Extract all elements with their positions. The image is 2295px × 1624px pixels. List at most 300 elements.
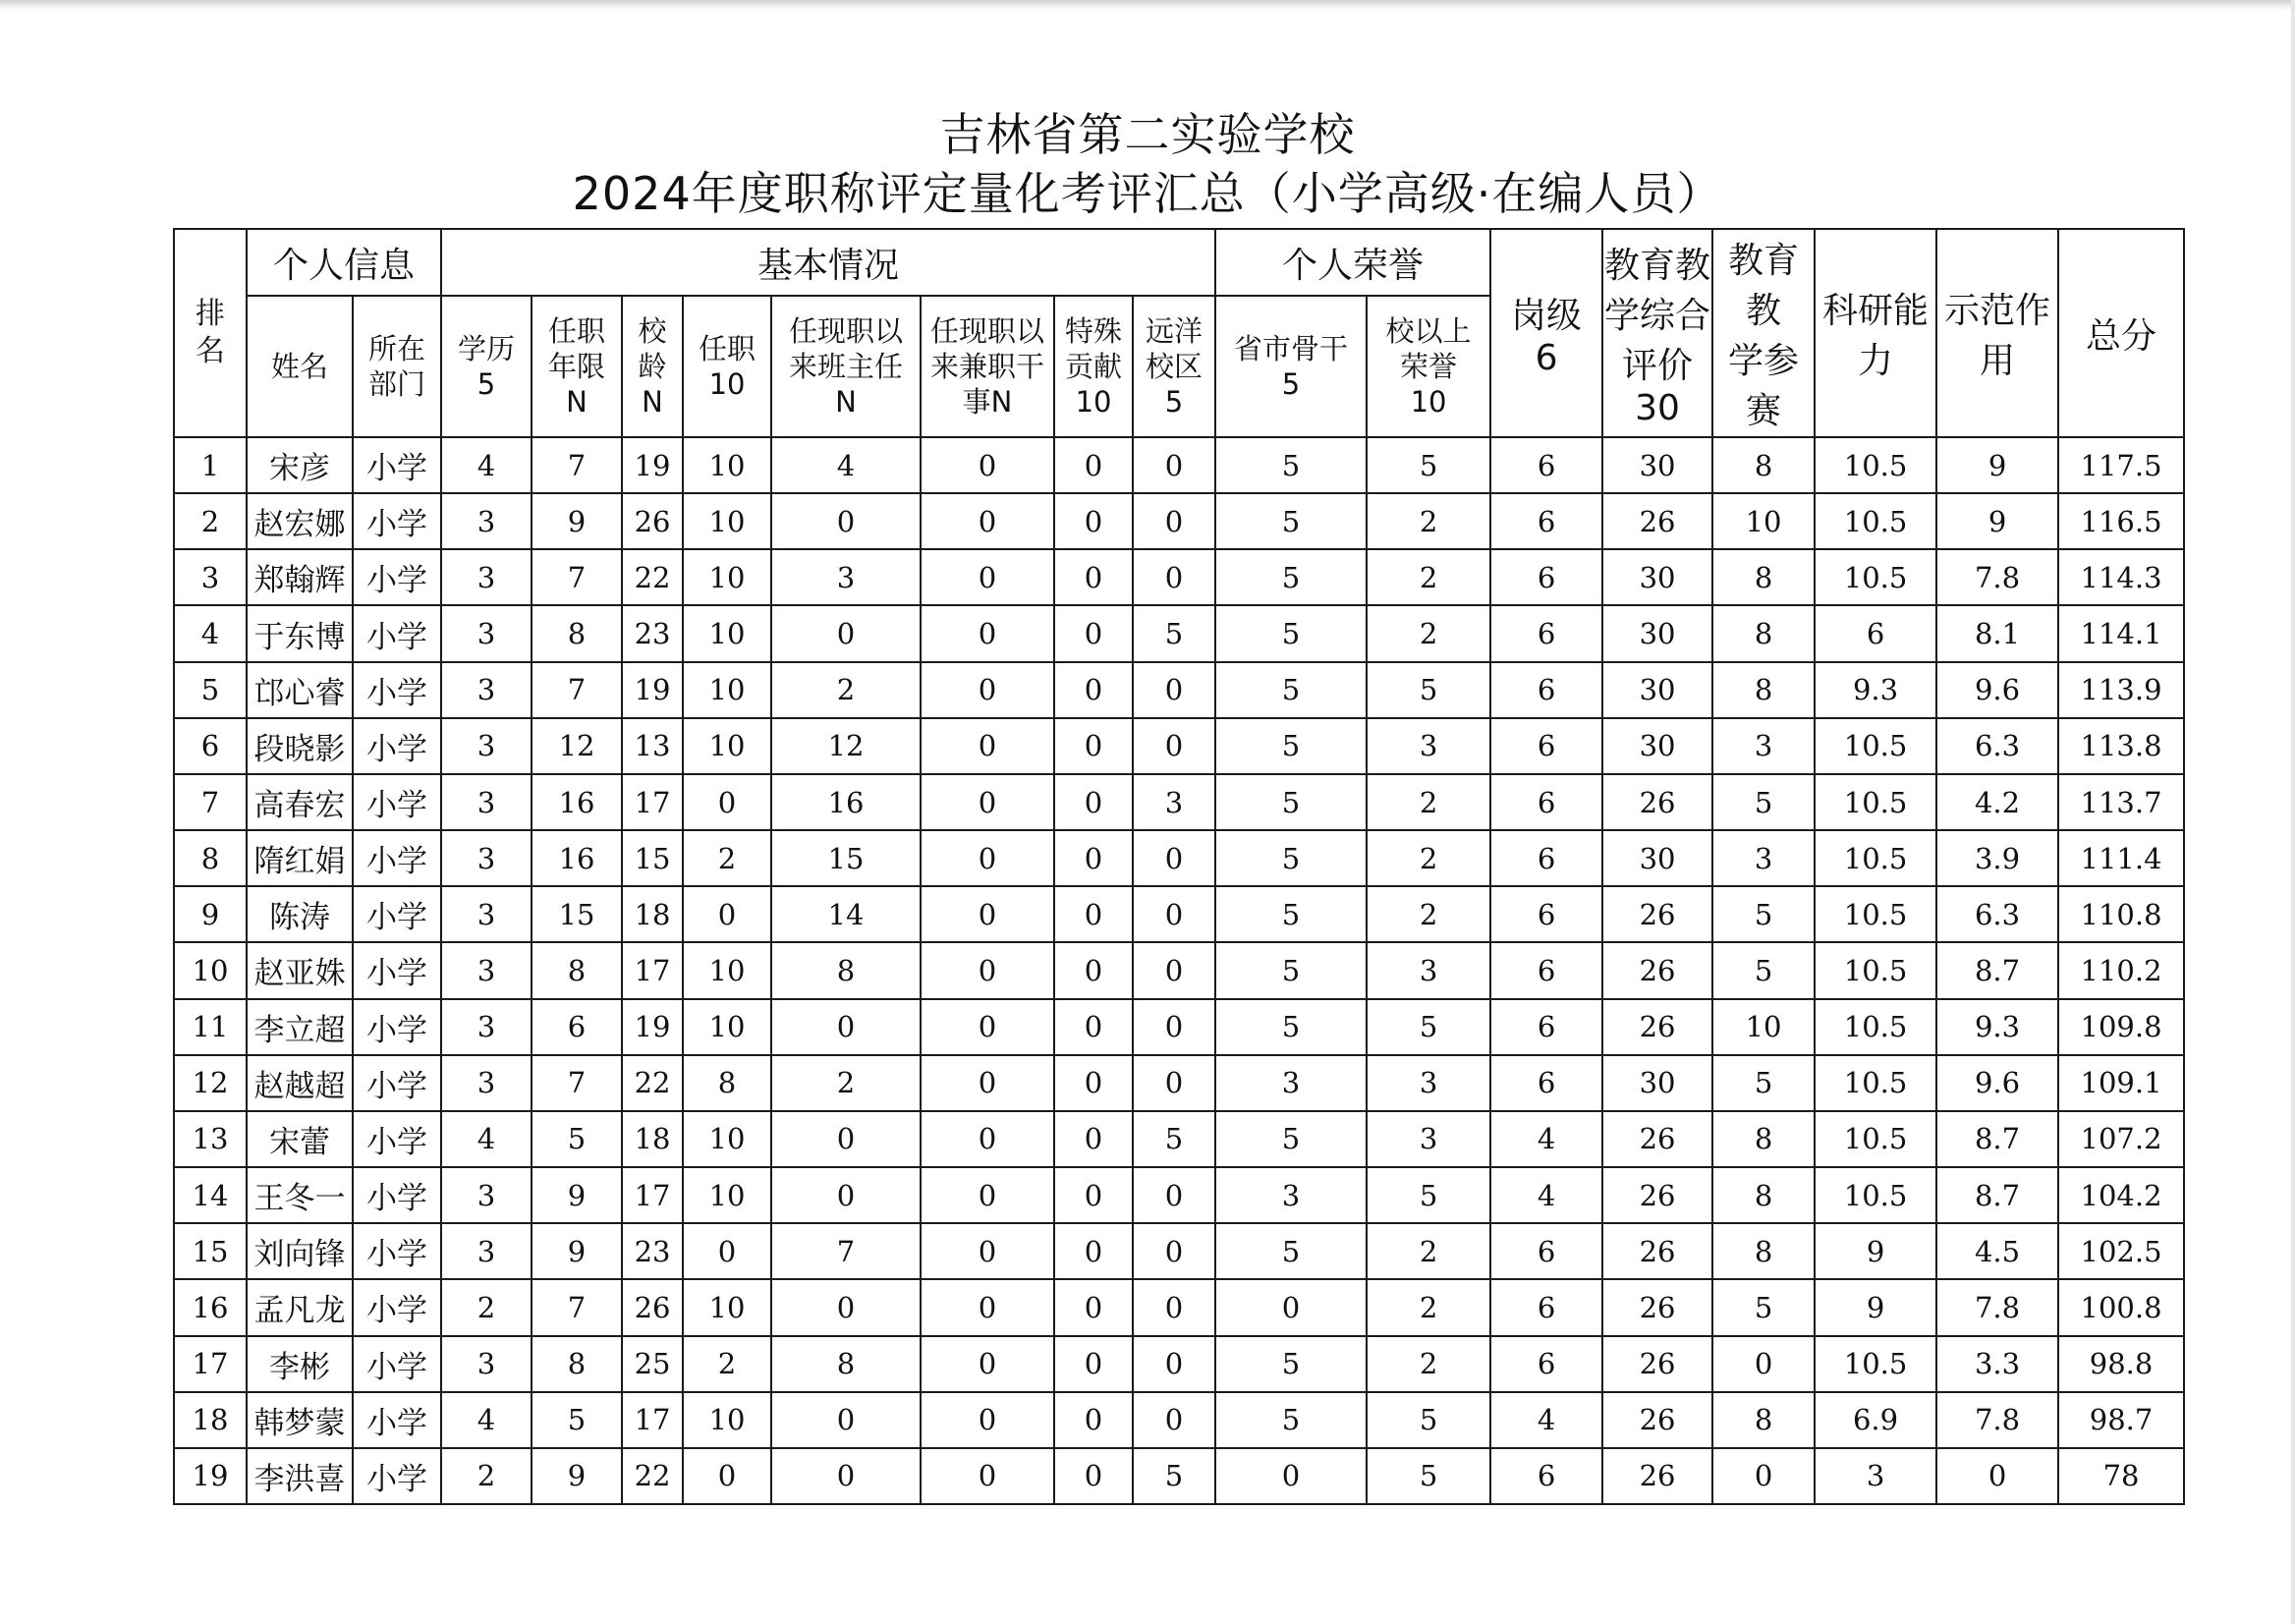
header-line: 10	[708, 367, 746, 401]
cell-school-age: 13	[622, 718, 683, 774]
cell-total: 102.5	[2058, 1223, 2184, 1279]
cell-contest: 5	[1712, 886, 1815, 942]
cell-post: 10	[683, 999, 771, 1055]
cell-name: 郑翰辉	[247, 549, 353, 605]
cell-research: 10.5	[1815, 437, 1936, 493]
cell-post: 2	[683, 830, 771, 886]
column-header-part-time	[921, 296, 1054, 437]
cell-name: 高春宏	[247, 774, 353, 830]
cell-school-honor: 2	[1367, 774, 1490, 830]
header-line: 总分	[2086, 315, 2157, 357]
cell-level: 6	[1490, 1448, 1602, 1504]
cell-rank: 3	[174, 549, 247, 605]
cell-eval: 26	[1602, 1167, 1712, 1223]
cell-school-age: 17	[622, 1167, 683, 1223]
cell-model: 4.5	[1936, 1223, 2058, 1279]
cell-special: 0	[1054, 1279, 1133, 1335]
cell-backbone: 0	[1215, 1448, 1367, 1504]
cell-dept: 小学	[353, 774, 441, 830]
cell-level: 6	[1490, 493, 1602, 549]
cell-ocean: 0	[1133, 1223, 1215, 1279]
cell-name: 赵越超	[247, 1055, 353, 1111]
cell-tenure: 8	[532, 605, 622, 661]
cell-contest: 8	[1712, 1111, 1815, 1167]
cell-special: 0	[1054, 1055, 1133, 1111]
cell-contest: 10	[1712, 999, 1815, 1055]
cell-total: 111.4	[2058, 830, 2184, 886]
column-header-edu	[441, 296, 532, 437]
cell-dept: 小学	[353, 1336, 441, 1392]
cell-part-time: 0	[921, 549, 1054, 605]
cell-dept: 小学	[353, 942, 441, 998]
cell-edu: 3	[441, 605, 532, 661]
cell-level: 6	[1490, 830, 1602, 886]
cell-eval: 26	[1602, 999, 1712, 1055]
cell-contest: 5	[1712, 942, 1815, 998]
summary-table	[173, 228, 2185, 1505]
column-header-total	[2058, 229, 2184, 437]
table-row	[174, 1055, 2184, 1111]
cell-backbone: 5	[1215, 1223, 1367, 1279]
cell-eval: 30	[1602, 718, 1712, 774]
cell-special: 0	[1054, 886, 1133, 942]
cell-research: 10.5	[1815, 718, 1936, 774]
cell-eval: 30	[1602, 830, 1712, 886]
header-line: 校以上	[1385, 314, 1472, 348]
column-header-backbone	[1215, 296, 1367, 437]
cell-backbone: 5	[1215, 942, 1367, 998]
scan-edge-right	[2291, 0, 2295, 1624]
cell-edu: 4	[441, 1111, 532, 1167]
cell-research: 10.5	[1815, 830, 1936, 886]
cell-ocean: 0	[1133, 437, 1215, 493]
cell-edu: 3	[441, 493, 532, 549]
cell-edu: 3	[441, 549, 532, 605]
cell-rank: 13	[174, 1111, 247, 1167]
cell-level: 6	[1490, 886, 1602, 942]
cell-name: 赵亚姝	[247, 942, 353, 998]
cell-part-time: 0	[921, 1167, 1054, 1223]
cell-special: 0	[1054, 662, 1133, 718]
cell-edu: 3	[441, 662, 532, 718]
cell-head-teacher: 0	[771, 1167, 921, 1223]
cell-school-age: 18	[622, 1111, 683, 1167]
cell-ocean: 0	[1133, 999, 1215, 1055]
cell-name: 赵宏娜	[247, 493, 353, 549]
cell-head-teacher: 2	[771, 1055, 921, 1111]
cell-special: 0	[1054, 830, 1133, 886]
cell-part-time: 0	[921, 493, 1054, 549]
header-line: 学历	[458, 332, 516, 365]
cell-contest: 8	[1712, 549, 1815, 605]
cell-research: 10.5	[1815, 886, 1936, 942]
column-header-dept	[353, 296, 441, 437]
cell-name: 于东博	[247, 605, 353, 661]
cell-research: 10.5	[1815, 493, 1936, 549]
cell-school-honor: 3	[1367, 942, 1490, 998]
cell-model: 9	[1936, 437, 2058, 493]
header-line: 力	[1858, 341, 1894, 381]
cell-model: 0	[1936, 1448, 2058, 1504]
cell-tenure: 12	[532, 718, 622, 774]
cell-head-teacher: 0	[771, 999, 921, 1055]
header-line: 任职	[699, 332, 756, 365]
cell-level: 6	[1490, 1055, 1602, 1111]
cell-head-teacher: 0	[771, 1448, 921, 1504]
column-header-post	[683, 296, 771, 437]
cell-edu: 3	[441, 830, 532, 886]
cell-tenure: 9	[532, 1223, 622, 1279]
header-line: 荣誉	[1400, 350, 1458, 383]
header-line: 科研能	[1822, 291, 1930, 331]
cell-school-honor: 2	[1367, 1336, 1490, 1392]
table-row	[174, 999, 2184, 1055]
cell-rank: 16	[174, 1279, 247, 1335]
cell-eval: 30	[1602, 549, 1712, 605]
cell-model: 8.7	[1936, 1167, 2058, 1223]
cell-research: 10.5	[1815, 1055, 1936, 1111]
cell-ocean: 0	[1133, 1336, 1215, 1392]
header-line: 年限	[548, 350, 606, 383]
cell-dept: 小学	[353, 437, 441, 493]
cell-eval: 30	[1602, 437, 1712, 493]
cell-head-teacher: 15	[771, 830, 921, 886]
cell-contest: 8	[1712, 662, 1815, 718]
cell-edu: 3	[441, 886, 532, 942]
cell-post: 0	[683, 886, 771, 942]
cell-school-age: 18	[622, 886, 683, 942]
cell-part-time: 0	[921, 1448, 1054, 1504]
cell-model: 4.2	[1936, 774, 2058, 830]
cell-total: 116.5	[2058, 493, 2184, 549]
cell-backbone: 5	[1215, 662, 1367, 718]
cell-edu: 3	[441, 1167, 532, 1223]
header-line: 30	[1635, 388, 1680, 428]
cell-name: 陈涛	[247, 886, 353, 942]
cell-tenure: 8	[532, 1336, 622, 1392]
table-row	[174, 662, 2184, 718]
cell-school-age: 22	[622, 1448, 683, 1504]
cell-name: 宋蕾	[247, 1111, 353, 1167]
table-row	[174, 493, 2184, 549]
table-body	[174, 437, 2184, 1504]
table-row	[174, 830, 2184, 886]
cell-backbone: 5	[1215, 1336, 1367, 1392]
cell-post: 8	[683, 1055, 771, 1111]
cell-part-time: 0	[921, 774, 1054, 830]
cell-edu: 3	[441, 774, 532, 830]
cell-school-honor: 5	[1367, 1167, 1490, 1223]
cell-model: 8.7	[1936, 942, 2058, 998]
cell-total: 117.5	[2058, 437, 2184, 493]
cell-special: 0	[1054, 437, 1133, 493]
cell-backbone: 5	[1215, 830, 1367, 886]
cell-part-time: 0	[921, 1055, 1054, 1111]
document-title: 吉林省第二实验学校	[939, 108, 1356, 161]
cell-rank: 17	[174, 1336, 247, 1392]
header-line: 用	[1980, 341, 2016, 381]
cell-ocean: 0	[1133, 1055, 1215, 1111]
cell-level: 6	[1490, 437, 1602, 493]
cell-ocean: 0	[1133, 493, 1215, 549]
cell-eval: 26	[1602, 1392, 1712, 1448]
cell-name: 孟凡龙	[247, 1279, 353, 1335]
cell-school-honor: 5	[1367, 662, 1490, 718]
cell-school-age: 19	[622, 999, 683, 1055]
header-line: 省市骨干	[1234, 332, 1349, 365]
cell-model: 6.3	[1936, 886, 2058, 942]
cell-total: 114.1	[2058, 605, 2184, 661]
cell-total: 113.7	[2058, 774, 2184, 830]
cell-special: 0	[1054, 493, 1133, 549]
cell-special: 0	[1054, 1223, 1133, 1279]
cell-research: 3	[1815, 1448, 1936, 1504]
cell-total: 109.8	[2058, 999, 2184, 1055]
cell-post: 0	[683, 774, 771, 830]
cell-tenure: 8	[532, 942, 622, 998]
cell-ocean: 0	[1133, 1167, 1215, 1223]
column-header-level	[1490, 229, 1602, 437]
cell-part-time: 0	[921, 605, 1054, 661]
cell-part-time: 0	[921, 999, 1054, 1055]
cell-school-honor: 3	[1367, 1111, 1490, 1167]
header-line: 6	[1535, 338, 1558, 378]
header-line: 教育教	[1728, 241, 1800, 331]
cell-level: 6	[1490, 718, 1602, 774]
cell-part-time: 0	[921, 886, 1054, 942]
cell-ocean: 5	[1133, 605, 1215, 661]
cell-tenure: 7	[532, 437, 622, 493]
cell-rank: 8	[174, 830, 247, 886]
cell-level: 4	[1490, 1167, 1602, 1223]
cell-part-time: 0	[921, 1223, 1054, 1279]
cell-school-age: 26	[622, 493, 683, 549]
rank-header: 排 名	[174, 229, 247, 437]
cell-post: 0	[683, 1448, 771, 1504]
cell-rank: 14	[174, 1167, 247, 1223]
cell-total: 113.8	[2058, 718, 2184, 774]
cell-eval: 26	[1602, 1223, 1712, 1279]
cell-tenure: 9	[532, 1167, 622, 1223]
header-line: 10	[1410, 385, 1447, 419]
column-header-ocean	[1133, 296, 1215, 437]
cell-school-honor: 2	[1367, 549, 1490, 605]
table-row	[174, 1279, 2184, 1335]
cell-school-age: 25	[622, 1336, 683, 1392]
cell-research: 9	[1815, 1223, 1936, 1279]
cell-model: 9.3	[1936, 999, 2058, 1055]
table-row	[174, 1223, 2184, 1279]
table-row	[174, 605, 2184, 661]
header-line: 所在	[368, 332, 426, 365]
header-line: 5	[1164, 385, 1184, 419]
cell-head-teacher: 0	[771, 1279, 921, 1335]
header-line: 来兼职干	[930, 350, 1045, 383]
cell-total: 110.8	[2058, 886, 2184, 942]
column-header-tenure	[532, 296, 622, 437]
cell-post: 10	[683, 437, 771, 493]
cell-dept: 小学	[353, 1111, 441, 1167]
cell-model: 7.8	[1936, 1392, 2058, 1448]
cell-post: 10	[683, 1392, 771, 1448]
cell-head-teacher: 0	[771, 1392, 921, 1448]
cell-backbone: 3	[1215, 1167, 1367, 1223]
cell-tenure: 5	[532, 1392, 622, 1448]
cell-special: 0	[1054, 774, 1133, 830]
group-honors: 个人荣誉	[1215, 229, 1490, 296]
cell-special: 0	[1054, 1111, 1133, 1167]
cell-rank: 6	[174, 718, 247, 774]
cell-tenure: 7	[532, 549, 622, 605]
cell-backbone: 5	[1215, 493, 1367, 549]
cell-contest: 8	[1712, 1167, 1815, 1223]
cell-rank: 1	[174, 437, 247, 493]
cell-dept: 小学	[353, 1448, 441, 1504]
cell-rank: 18	[174, 1392, 247, 1448]
cell-level: 6	[1490, 999, 1602, 1055]
cell-head-teacher: 2	[771, 662, 921, 718]
cell-rank: 15	[174, 1223, 247, 1279]
table-row	[174, 942, 2184, 998]
cell-head-teacher: 7	[771, 1223, 921, 1279]
cell-tenure: 5	[532, 1111, 622, 1167]
cell-tenure: 7	[532, 1279, 622, 1335]
cell-contest: 8	[1712, 605, 1815, 661]
cell-total: 78	[2058, 1448, 2184, 1504]
cell-edu: 3	[441, 942, 532, 998]
cell-dept: 小学	[353, 718, 441, 774]
cell-school-age: 26	[622, 1279, 683, 1335]
header-line: 评价	[1622, 346, 1694, 386]
table-row	[174, 1167, 2184, 1223]
cell-research: 10.5	[1815, 999, 1936, 1055]
cell-research: 6	[1815, 605, 1936, 661]
cell-backbone: 5	[1215, 999, 1367, 1055]
cell-school-age: 17	[622, 774, 683, 830]
cell-level: 6	[1490, 1279, 1602, 1335]
cell-head-teacher: 0	[771, 1111, 921, 1167]
cell-school-honor: 2	[1367, 605, 1490, 661]
header-line: 特殊	[1065, 314, 1123, 348]
cell-head-teacher: 12	[771, 718, 921, 774]
cell-model: 7.8	[1936, 1279, 2058, 1335]
cell-contest: 3	[1712, 830, 1815, 886]
cell-total: 100.8	[2058, 1279, 2184, 1335]
cell-tenure: 16	[532, 830, 622, 886]
cell-backbone: 0	[1215, 1279, 1367, 1335]
column-header-head-teacher	[771, 296, 921, 437]
cell-contest: 8	[1712, 437, 1815, 493]
column-header-eval	[1602, 229, 1712, 437]
cell-edu: 3	[441, 1336, 532, 1392]
cell-post: 10	[683, 1167, 771, 1223]
cell-part-time: 0	[921, 718, 1054, 774]
cell-special: 0	[1054, 1448, 1133, 1504]
cell-school-age: 23	[622, 605, 683, 661]
cell-model: 9.6	[1936, 1055, 2058, 1111]
cell-total: 113.9	[2058, 662, 2184, 718]
cell-post: 0	[683, 1223, 771, 1279]
cell-eval: 26	[1602, 493, 1712, 549]
cell-edu: 4	[441, 1392, 532, 1448]
cell-level: 6	[1490, 549, 1602, 605]
cell-school-honor: 3	[1367, 718, 1490, 774]
cell-special: 0	[1054, 718, 1133, 774]
cell-tenure: 7	[532, 1055, 622, 1111]
header-line: N	[835, 385, 857, 419]
cell-level: 6	[1490, 774, 1602, 830]
cell-school-honor: 5	[1367, 437, 1490, 493]
cell-rank: 19	[174, 1448, 247, 1504]
header-line: 教育教	[1604, 246, 1711, 286]
cell-model: 8.1	[1936, 605, 2058, 661]
cell-eval: 26	[1602, 1279, 1712, 1335]
cell-dept: 小学	[353, 1223, 441, 1279]
cell-school-age: 22	[622, 1055, 683, 1111]
cell-special: 0	[1054, 942, 1133, 998]
cell-name: 韩梦蒙	[247, 1392, 353, 1448]
cell-special: 0	[1054, 1392, 1133, 1448]
cell-name: 邙心睿	[247, 662, 353, 718]
cell-school-age: 23	[622, 1223, 683, 1279]
cell-rank: 11	[174, 999, 247, 1055]
cell-rank: 2	[174, 493, 247, 549]
cell-tenure: 15	[532, 886, 622, 942]
cell-total: 109.1	[2058, 1055, 2184, 1111]
cell-model: 9.6	[1936, 662, 2058, 718]
cell-name: 王冬一	[247, 1167, 353, 1223]
cell-research: 9	[1815, 1279, 1936, 1335]
cell-dept: 小学	[353, 830, 441, 886]
cell-head-teacher: 4	[771, 437, 921, 493]
cell-school-age: 15	[622, 830, 683, 886]
header-line: N	[566, 385, 588, 419]
cell-eval: 30	[1602, 605, 1712, 661]
cell-contest: 10	[1712, 493, 1815, 549]
cell-total: 107.2	[2058, 1111, 2184, 1167]
cell-ocean: 0	[1133, 662, 1215, 718]
cell-edu: 3	[441, 999, 532, 1055]
cell-level: 6	[1490, 942, 1602, 998]
header-line: 姓名	[270, 350, 328, 383]
column-header-school-age	[622, 296, 683, 437]
header-line: 部门	[368, 367, 426, 401]
cell-backbone: 3	[1215, 1055, 1367, 1111]
cell-tenure: 6	[532, 999, 622, 1055]
cell-eval: 30	[1602, 1055, 1712, 1111]
cell-head-teacher: 14	[771, 886, 921, 942]
table-row	[174, 886, 2184, 942]
cell-edu: 3	[441, 1055, 532, 1111]
cell-model: 8.7	[1936, 1111, 2058, 1167]
cell-research: 10.5	[1815, 942, 1936, 998]
cell-backbone: 5	[1215, 1111, 1367, 1167]
cell-ocean: 0	[1133, 830, 1215, 886]
cell-dept: 小学	[353, 999, 441, 1055]
cell-post: 10	[683, 662, 771, 718]
cell-tenure: 9	[532, 1448, 622, 1504]
cell-part-time: 0	[921, 1392, 1054, 1448]
group-basic: 基本情况	[441, 229, 1215, 296]
header-line: 学参赛	[1728, 341, 1800, 431]
cell-edu: 2	[441, 1279, 532, 1335]
cell-edu: 4	[441, 437, 532, 493]
cell-model: 9	[1936, 493, 2058, 549]
group-header-row	[174, 229, 2184, 296]
cell-edu: 3	[441, 718, 532, 774]
column-header-name	[247, 296, 353, 437]
header-line: 任现职以	[930, 314, 1045, 348]
